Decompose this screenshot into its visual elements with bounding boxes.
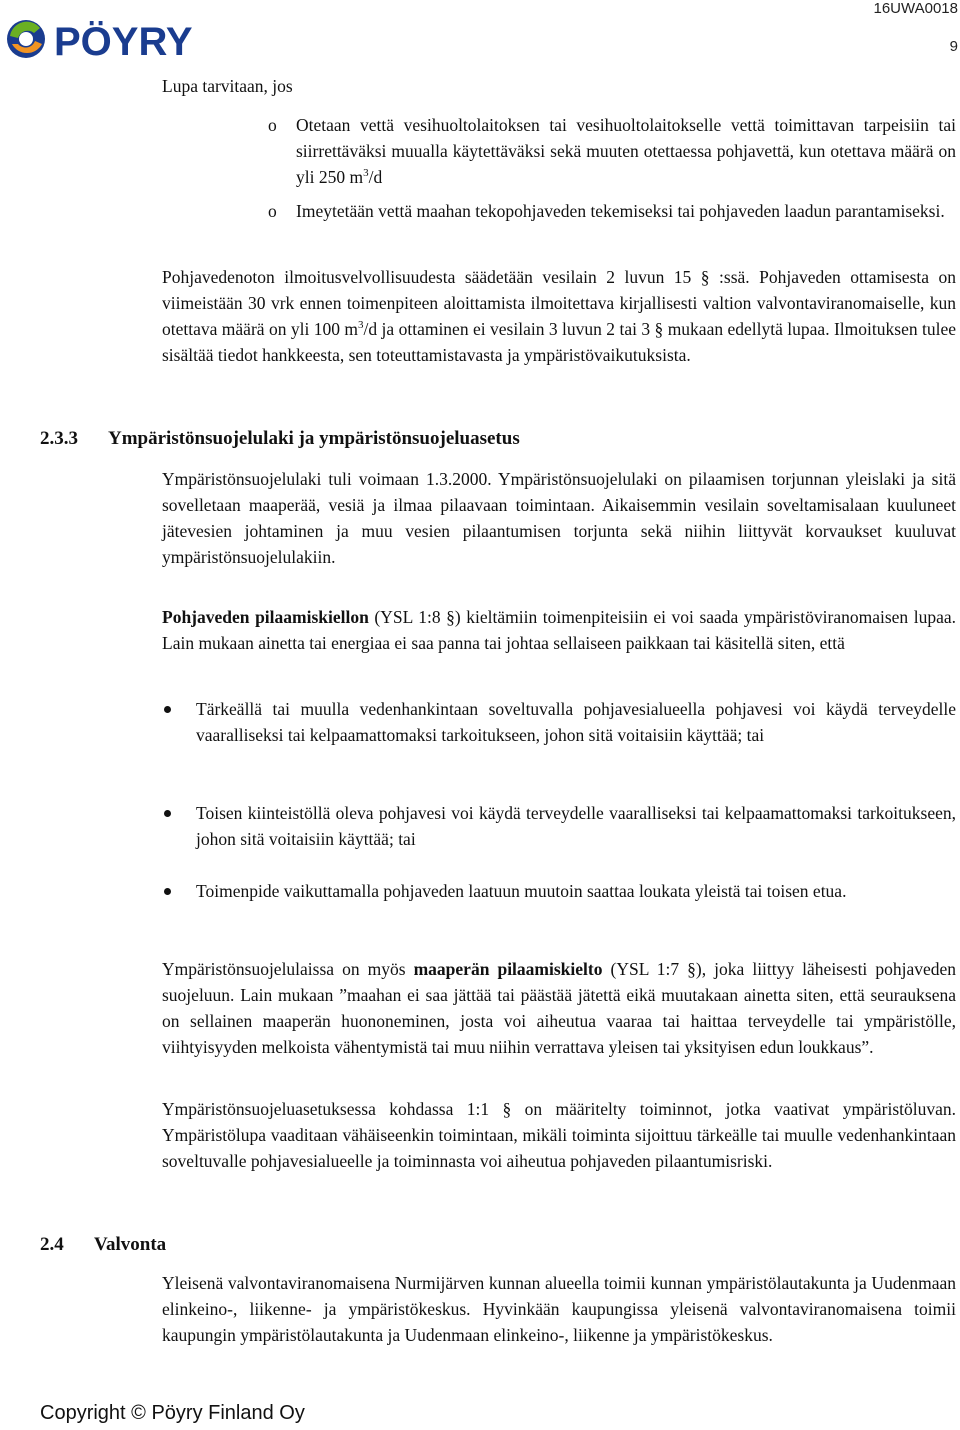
bullet-icon <box>164 810 171 817</box>
list-item <box>268 112 956 190</box>
list-item-text: Otetaan vettä vesihuoltolaitoksen tai vesihuoltolaitokselle vettä toimittavan tarpeisiin tai siirrettäväksi muualla käytettäväksi sekä muuten otettaessa pohjavettä, kun otettava määrä on yli 250 m <box>296 115 956 187</box>
paragraph: Ympäristönsuojelulaki tuli voimaan 1.3.2000. Ympäristönsuojelulaki on pilaamisen torjunnan yleislaki ja sitä sovelletaan maaperää, vesiä ja ilmaa pilaavaan toimintaan. Aikaisemmin vesilain soveltamisalaan kuuluneet jätevesien johtaminen ja muu vesien pilaantumisen torjunta sekä niihin liittyvät korvaukset kuuluvat ympäristönsuojelulakiin. <box>162 469 956 567</box>
poyry-logo-mark <box>7 20 45 58</box>
list-item <box>162 800 956 852</box>
list-marker: o <box>268 201 277 221</box>
list-item-text: Imeytetään vettä maahan tekopohjaveden tekemiseksi tai pohjaveden laadun parantamiseksi. <box>296 201 945 221</box>
poyry-logo <box>4 14 254 64</box>
list-item-text: Toimenpide vaikuttamalla pohjaveden laatuun muutoin saattaa loukata yleistä tai toisen etua. <box>196 881 847 901</box>
section-number: 2.3.3 <box>40 428 78 449</box>
bullet-list <box>162 696 956 748</box>
notice-line: Pohjavedenoton ilmoitusvelvollisuudesta säädetään vesilain 2 luvun 15 § :ssä. <box>162 267 750 287</box>
notice-line: /d ja ottaminen ei vesilain 3 luvun 2 tai 3 § mukaan edellytä lupaa. Ilmoituksen tulee sisältää tiedot hankkeesta, sen toteuttamistavasta ja ympäristövaikutuksista. <box>162 319 957 365</box>
bullet-icon <box>164 706 171 713</box>
bullet-list <box>162 878 956 904</box>
list-item <box>268 198 956 224</box>
paragraph: Yleisenä valvontaviranomaisena Nurmijärven kunnan alueella toimii kunnan ympäristölautakunta ja Uudenmaan elinkeino-, liikenne- ja ympäristökeskus. Hyvinkään kaupungissa yleisenä valvontaviranomaisena toimii kaupungin ympäristölautakunta ja Uudenmaan elinkeino-, liikenne ja ympäristökeskus. <box>162 1273 956 1345</box>
paragraph: Ympäristönsuojeluasetuksessa kohdassa 1:1 § on määritelty toiminnot, jotka vaativat ympäristöluvan. Ympäristölupa vaaditaan vähäiseenkin toimintaan, mikäli toiminta sijoittuu tärkeälle tai muulle vedenhankintaan soveltuvalle pohjavesialueelle ja toiminnasta voi aiheutua pohjaveden pilaantumisriski. <box>162 1099 956 1171</box>
copyright-footer: Copyright © Pöyry Finland Oy <box>40 1402 305 1424</box>
superscript: 3 <box>358 319 364 332</box>
bullet-list <box>162 800 956 852</box>
notice-line: Pohjaveden ottamisesta on viimeistään 30 vrk ennen toimenpiteen aloittamista ilmoitettava kirjallisesti valtion valvontaviranomaiselle, kun otettava määrä on yli 100 m <box>162 267 956 339</box>
paragraph-text: (YSL 1:7 §), joka liittyy läheisesti pohjaveden suojeluun. Lain mukaan ”maahan ei saa jättää tai päästää jätettä eikä muutakaan ainetta siten, että seurauksena on sellainen maaperän huononeminen, josta voi aiheutua vaaraa tai haittaa terveydelle tai ympäristölle, viihtyisyyden melkoista vähentymistä tai muu niihin verrattava yleisen tai yksityisen edun loukkaus”. <box>162 959 956 1057</box>
notice-paragraph <box>162 264 956 368</box>
list-item <box>162 696 956 748</box>
section-title: Ympäristönsuojelulaki ja ympäristönsuojeluasetus <box>108 428 520 449</box>
paragraph-text: (YSL 1:8 §) kieltämiin toimenpiteisiin ei voi saada ympäristöviranomaisen lupaa. Lain mukaan ainetta tai energiaa ei saa panna tai johtaa sellaiseen paikkaan tai käsitellä siten, että <box>162 607 956 653</box>
list-marker: o <box>268 115 277 135</box>
paragraph-text: Ympäristönsuojelulaissa on myös <box>162 959 414 979</box>
unit-suffix: /d <box>368 167 383 187</box>
list-item <box>162 878 956 904</box>
section-title: Valvonta <box>94 1234 167 1255</box>
paragraph <box>162 604 956 656</box>
bullet-icon <box>164 888 171 895</box>
permit-conditions-list <box>268 112 956 232</box>
superscript: 3 <box>363 167 369 180</box>
poyry-logo-wordmark: PÖYRY <box>54 20 193 64</box>
document-id: 16UWA0018 <box>873 0 958 17</box>
bold-term: maaperän pilaamiskielto <box>413 959 603 979</box>
paragraph <box>162 956 956 1060</box>
bold-term: Pohjaveden pilaamiskiellon <box>162 607 369 627</box>
section-number: 2.4 <box>40 1234 64 1255</box>
permit-intro: Lupa tarvitaan, jos <box>162 76 293 96</box>
list-item-text: Tärkeällä tai muulla vedenhankintaan soveltuvalla pohjavesialueella pohjavesi voi käydä terveydelle vaaralliseksi tai kelpaamattomaksi tarkoitukseen, johon sitä voitaisiin käyttää; tai <box>196 699 956 745</box>
list-item-text: Toisen kiinteistöllä oleva pohjavesi voi käydä terveydelle vaaralliseksi tai kelpaamattomaksi tarkoitukseen, johon sitä voitaisiin käyttää; tai <box>196 803 956 849</box>
page-number: 9 <box>949 38 958 55</box>
